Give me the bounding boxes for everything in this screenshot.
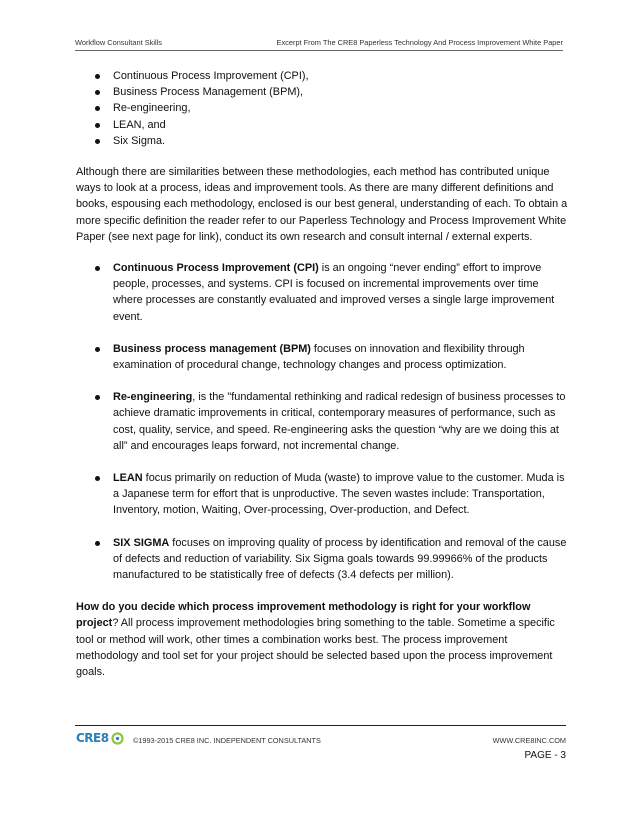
- definition-term: LEAN: [113, 472, 143, 485]
- definition-text: , is the "fundamental rethinking and radical redesign of business processes to achieve dramatic improvements in critical, contemporary measures of performance, such as cost, quality, service, and speed. Re-engineering asks the question “why are we doing this at all” and encourages leaps forward, not incremental change.: [113, 391, 566, 452]
- definition-text: focuses on innovation and flexibility through examination of procedural change, technology changes and process optimization.: [113, 342, 525, 372]
- definition-term: SIX SIGMA: [113, 536, 170, 549]
- definition-item-cpi: [76, 260, 568, 325]
- list-item: Six Sigma.: [76, 133, 568, 149]
- header-divider: [75, 50, 563, 51]
- definition-list: [76, 260, 568, 583]
- page-header: [75, 38, 563, 47]
- intro-paragraph: Although there are similarities between these methodologies, each method has contributed unique ways to look at a process, ideas and improvement tools. As there are many different definitions and books, espousing each methodology, enclosed is our best general, understanding of each. To obtain a more specific definition the reader refer to our Paperless Technology and Process Improvement White Paper (see next page for link), conduct its own research and consult internal / external experts.: [76, 166, 568, 243]
- cre8-logo: [76, 730, 128, 746]
- definition-term: Re-engineering: [113, 391, 193, 404]
- page-body: [76, 68, 568, 680]
- list-item: Re-engineering,: [76, 100, 568, 116]
- definition-term: Continuous Process Improvement (CPI): [113, 262, 319, 275]
- definition-item-bpm: [76, 341, 568, 373]
- footer-copyright: ©1993-2015 CRE8 INC. INDEPENDENT CONSULTANTS: [133, 736, 321, 745]
- definition-term: Business process management (BPM): [113, 342, 311, 355]
- definition-text: is an ongoing “never ending” effort to improve people, processes, and systems. CPI is focused on incremental improvements over time where processes are constantly evaluated and improved verses a single large improvement event.: [113, 262, 555, 323]
- header-right-title: Excerpt From The CRE8 Paperless Technology And Process Improvement White Paper: [276, 38, 563, 47]
- footer-website-link[interactable]: WWW.CRE8INC.COM: [492, 736, 566, 745]
- page-number: PAGE - 3: [524, 750, 566, 761]
- list-item: LEAN, and: [76, 117, 568, 133]
- definition-text: focus primarily on reduction of Muda (waste) to improve value to the customer. Muda is a Japanese term for effort that is unproductive. The seven wastes include: Transportation, Inventory, motion, Waiting, Over-processing, Over-production, and Defect.: [113, 472, 565, 517]
- closing-question: How do you decide which process improvement methodology is right for your workflow project: [76, 601, 531, 630]
- logo-wordmark: CRE8: [76, 731, 109, 745]
- logo-swirl-icon: [111, 732, 124, 745]
- list-item: Business Process Management (BPM),: [76, 84, 568, 100]
- footer-divider: [75, 725, 566, 726]
- definition-item-lean: [76, 470, 568, 519]
- definition-item-reengineering: [76, 389, 568, 454]
- header-left-title: Workflow Consultant Skills: [75, 38, 162, 47]
- closing-text: ? All process improvement methodologies bring something to the table. Sometime a specific tool or method will work, other times a combination works best. The process improvement methodology and tool set for your project should be selected based upon the process improvement goals.: [76, 617, 555, 679]
- definition-text: focuses on improving quality of process by identification and removal of the cause of defects and reduction of variability. Six Sigma goals towards 99.99966% of the products manufactured to be statistically free of defects (3.4 defects per million).: [113, 536, 567, 582]
- methodology-list: [76, 68, 568, 149]
- definition-item-six-sigma: [76, 535, 568, 584]
- list-item: Continuous Process Improvement (CPI),: [76, 68, 568, 84]
- closing-paragraph: [76, 599, 568, 680]
